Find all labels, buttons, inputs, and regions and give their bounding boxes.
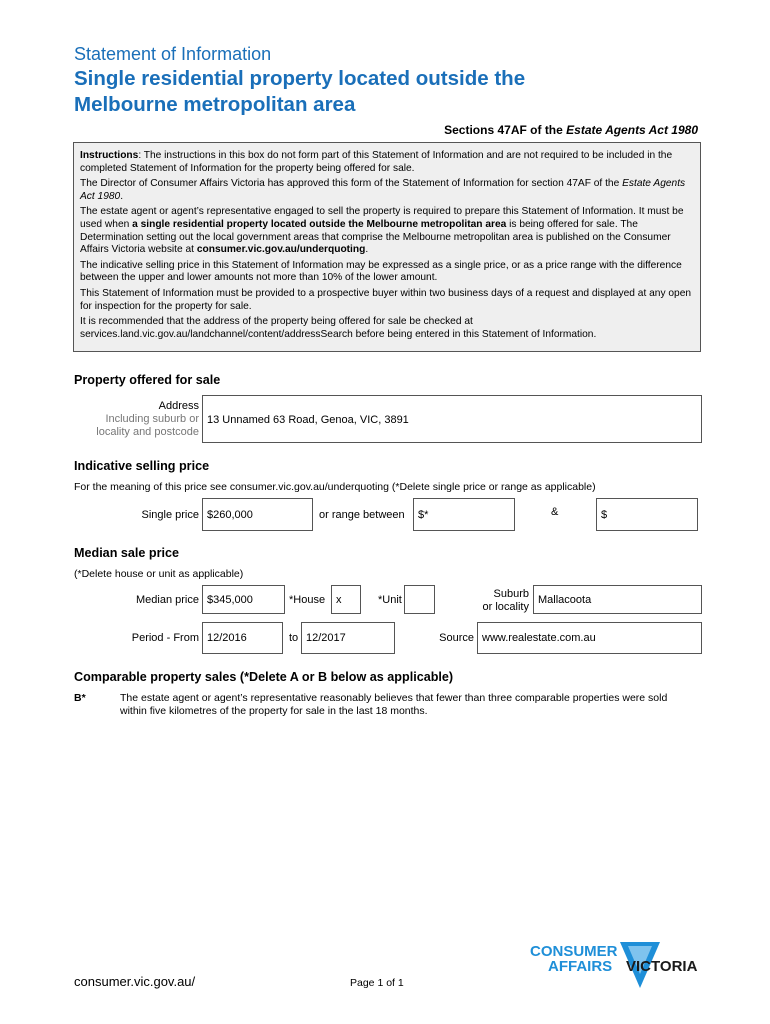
- option-b-text: The estate agent or agent’s representative reasonably believes that fewer than three comparable properties were sold within five kilometres of the property for sale in the last 18 months.: [120, 692, 668, 717]
- range-from-field[interactable]: $*: [413, 498, 515, 531]
- instructions-p1: Instructions: The instructions in this box do not form part of this Statement of Information and are not required to be included in the completed Statement of Information for the property being offered for sale.: [80, 150, 673, 174]
- address-field[interactable]: 13 Unnamed 63 Road, Genoa, VIC, 3891: [202, 395, 702, 443]
- suburb-label-2: or locality: [482, 601, 529, 613]
- consumer-affairs-victoria-logo: [528, 938, 704, 994]
- instructions-p5: This Statement of Information must be provided to a prospective buyer within two business days of a request and displayed at any open for inspection for the property for sale.: [80, 287, 692, 312]
- period-to-field[interactable]: 12/2017: [301, 622, 395, 654]
- option-b-label: B*: [74, 692, 86, 704]
- document-type: Statement of Information: [74, 44, 272, 64]
- footer-url: consumer.vic.gov.au/: [74, 974, 196, 989]
- sections-prefix: Sections 47AF of the: [444, 123, 563, 137]
- svg-text:VICTORIA: VICTORIA: [626, 958, 698, 975]
- svg-text:AFFAIRS: AFFAIRS: [548, 958, 613, 975]
- house-label: *House: [289, 594, 326, 606]
- svg-text:CONSUMER: CONSUMER: [530, 943, 618, 960]
- single-price-label: Single price: [141, 509, 199, 521]
- instructions-p6: It is recommended that the address of the property being offered for sale be checked at services.land.vic.gov.au/landchannel/content/addressSearch before being entered in this Statement of Information.: [80, 316, 597, 340]
- instructions-p4: The indicative selling price in this Statement of Information may be expressed as a single price, or as a price range with the difference between the upper and lower amounts not more than 10% of the lower amount.: [80, 259, 682, 284]
- period-to-label: to: [289, 632, 299, 644]
- sections-act: Estate Agents Act 1980: [566, 123, 698, 137]
- indicative-heading: Indicative selling price: [74, 459, 210, 473]
- period-from-label: Period - From: [131, 632, 199, 644]
- page-title: [74, 66, 694, 118]
- address-sub-1: Including suburb or: [105, 413, 199, 425]
- source-label: Source: [439, 632, 474, 644]
- comparable-heading: Comparable property sales (*Delete A or B below as applicable): [74, 670, 454, 684]
- instructions-box: [73, 142, 701, 352]
- median-price-label: Median price: [136, 594, 199, 606]
- property-heading: Property offered for sale: [74, 373, 221, 387]
- sections-reference: [444, 123, 698, 137]
- unit-checkbox[interactable]: [404, 585, 435, 614]
- address-sub-2: locality and postcode: [96, 426, 199, 438]
- title-line-1: Single residential property located outside the: [74, 67, 526, 90]
- house-checkbox[interactable]: x: [331, 585, 361, 614]
- source-field[interactable]: www.realestate.com.au: [477, 622, 702, 654]
- single-price-field[interactable]: $260,000: [202, 498, 313, 531]
- median-heading: Median sale price: [74, 546, 179, 560]
- instructions-p2: The Director of Consumer Affairs Victoria has approved this form of the Statement of Information for section 47AF of the Estate Agents Act 1980.: [80, 178, 686, 202]
- victoria-triangle-icon: [528, 938, 704, 994]
- range-to-field[interactable]: $: [596, 498, 698, 531]
- median-price-field[interactable]: $345,000: [202, 585, 285, 614]
- indicative-note: For the meaning of this price see consumer.vic.gov.au/underquoting (*Delete single price or range as applicable): [74, 481, 596, 493]
- median-note: (*Delete house or unit as applicable): [74, 568, 244, 580]
- suburb-field[interactable]: Mallacoota: [533, 585, 702, 614]
- period-from-field[interactable]: 12/2016: [202, 622, 283, 654]
- instructions-p3: The estate agent or agent’s representative engaged to sell the property is required to prepare this Statement of Information. It must be used when a single residential property located outside the Melbourne metropolitan area is being offered for sale. The Determination setting out the local government areas that comprise the Melbourne metropolitan area is published on the Consumer Affairs Victoria website at consumer.vic.gov.au/underquoting.: [80, 206, 684, 256]
- range-label: or range between: [319, 509, 405, 521]
- unit-label: *Unit: [378, 594, 402, 606]
- address-label: Address: [158, 400, 199, 412]
- page-number: Page 1 of 1: [350, 977, 404, 989]
- title-line-2: Melbourne metropolitan area: [74, 93, 356, 116]
- suburb-label-1: Suburb: [493, 588, 529, 600]
- range-ampersand: &: [551, 506, 559, 518]
